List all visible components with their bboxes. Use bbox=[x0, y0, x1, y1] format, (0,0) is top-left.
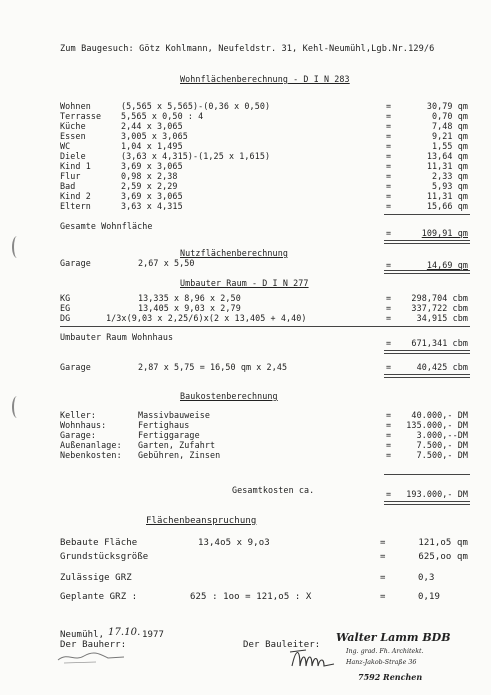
equals-sign: = bbox=[386, 201, 392, 211]
row-value: 9,21 qm bbox=[432, 131, 468, 141]
sum-rule bbox=[384, 214, 470, 215]
total-label-umbauter-raum: Umbauter Raum Wohnhaus bbox=[60, 332, 174, 342]
row-label: Terrasse bbox=[60, 111, 102, 121]
row-label: Kind 1 bbox=[60, 161, 91, 171]
row-calc: 13,335 x 8,96 x 2,50 bbox=[138, 293, 241, 303]
section-title-umbauter-raum: Umbauter Raum - D I N 277 bbox=[180, 278, 309, 288]
double-rule bbox=[384, 501, 470, 505]
row-value: 7.500,- DM bbox=[416, 440, 468, 450]
row-calc: (5,565 x 5,565)-(0,36 x 0,50) bbox=[121, 101, 271, 111]
equals-sign: = bbox=[386, 313, 392, 323]
row-value: 7,48 qm bbox=[432, 121, 468, 131]
row-desc: Garten, Zufahrt bbox=[138, 440, 216, 450]
row-calc: 5,565 x 0,50 : 4 bbox=[121, 111, 204, 121]
row-desc: Gebühren, Zinsen bbox=[138, 450, 221, 460]
row-calc: 3,005 x 3,065 bbox=[121, 131, 188, 141]
row-label: Zulässige GRZ bbox=[60, 573, 132, 583]
row-value: 13,64 qm bbox=[426, 151, 468, 161]
row-label: Eltern bbox=[60, 201, 91, 211]
bauleiter-label: Der Bauleiter: bbox=[243, 640, 321, 650]
section-title-wohnflaeche: Wohnflächenberechnung - D I N 283 bbox=[180, 74, 350, 84]
row-calc: 1,04 x 1,495 bbox=[121, 141, 183, 151]
row-label: Wohnen bbox=[60, 101, 91, 111]
bauherr-signature bbox=[56, 646, 126, 666]
equals-sign: = bbox=[386, 430, 392, 440]
equals-sign: = bbox=[386, 338, 392, 348]
row-value: 11,31 qm bbox=[426, 191, 468, 201]
total-value-kosten: 193.000,- DM bbox=[406, 489, 468, 499]
equals-sign: = bbox=[386, 303, 392, 313]
bauleiter-signature bbox=[288, 644, 336, 674]
double-rule bbox=[384, 374, 470, 378]
section-title-baukosten: Baukostenberechnung bbox=[180, 391, 278, 401]
row-calc: (3,63 x 4,315)-(1,25 x 1,615) bbox=[121, 151, 271, 161]
equals-sign: = bbox=[386, 420, 392, 430]
equals-sign: = bbox=[386, 131, 392, 141]
total-label-kosten: Gesamtkosten ca. bbox=[232, 485, 315, 495]
place-label: Neumühl, bbox=[60, 630, 105, 640]
architect-stamp-city: 7592 Renchen bbox=[358, 672, 423, 682]
total-value-umbauter-raum: 671,341 cbm bbox=[411, 338, 468, 348]
handwritten-date: 17.10. bbox=[108, 627, 141, 638]
equals-sign: = bbox=[386, 101, 392, 111]
row-calc: 1/3x(9,03 x 2,25/6)x(2 x 13,405 + 4,40) bbox=[106, 313, 307, 323]
row-value: 2,33 qm bbox=[432, 171, 468, 181]
equals-sign: = bbox=[386, 362, 392, 372]
row-desc: Fertighaus bbox=[138, 420, 190, 430]
row-calc: 625 : 1oo = 121,o5 : X bbox=[190, 592, 312, 602]
total-label-wohnflaeche: Gesamte Wohnfläche bbox=[60, 221, 153, 231]
row-value: 0,3 bbox=[418, 573, 435, 583]
equals-sign: = bbox=[386, 181, 392, 191]
sum-rule bbox=[384, 474, 470, 475]
row-value: 7.500,- DM bbox=[416, 450, 468, 460]
row-value: 0,70 qm bbox=[432, 111, 468, 121]
sum-rule bbox=[60, 326, 470, 327]
equals-sign: = bbox=[386, 228, 392, 238]
row-label: Grundstücksgröße bbox=[60, 552, 149, 562]
row-label: Essen bbox=[60, 131, 86, 141]
bauherr-label: Der Bauherr: bbox=[60, 640, 127, 650]
row-label: Garage: bbox=[60, 430, 96, 440]
row-label: EG bbox=[60, 303, 71, 313]
architect-stamp-name: Walter Lamm BDB bbox=[336, 631, 451, 644]
row-value: 0,19 bbox=[418, 592, 441, 602]
equals-sign: = bbox=[380, 592, 386, 602]
equals-sign: = bbox=[386, 171, 392, 181]
row-value: 298,704 cbm bbox=[411, 293, 468, 303]
equals-sign: = bbox=[380, 552, 386, 562]
row-calc: 3,69 x 3,065 bbox=[121, 191, 183, 201]
row-value: 5,93 qm bbox=[432, 181, 468, 191]
document-header: Zum Baugesuch: Götz Kohlmann, Neufeldstr. 31, Kehl-Neumühl,Lgb.Nr.129/6 bbox=[60, 44, 435, 54]
year-label: 1977 bbox=[142, 630, 165, 640]
row-calc: 2,87 x 5,75 = 16,50 qm x 2,45 bbox=[138, 362, 288, 372]
row-label: WC bbox=[60, 141, 71, 151]
row-value: 1,55 qm bbox=[432, 141, 468, 151]
total-value-nutzflaeche: 14,69 qm bbox=[426, 260, 468, 270]
punch-hole-mark bbox=[12, 236, 22, 258]
row-value: 15,66 qm bbox=[426, 201, 468, 211]
row-value: 11,31 qm bbox=[426, 161, 468, 171]
row-label: Diele bbox=[60, 151, 86, 161]
row-value: 3.000,--DM bbox=[416, 430, 468, 440]
row-desc: Massivbauweise bbox=[138, 410, 210, 420]
equals-sign: = bbox=[386, 450, 392, 460]
row-desc: Fertiggarage bbox=[138, 430, 200, 440]
row-calc: 3,69 x 3,065 bbox=[121, 161, 183, 171]
row-label: Bad bbox=[60, 181, 76, 191]
row-value: 34,915 cbm bbox=[416, 313, 468, 323]
equals-sign: = bbox=[386, 191, 392, 201]
row-calc: 13,4o5 x 9,o3 bbox=[198, 538, 270, 548]
row-value: 625,oo qm bbox=[418, 552, 468, 562]
double-rule bbox=[384, 350, 470, 354]
row-value: 40,425 cbm bbox=[416, 362, 468, 372]
equals-sign: = bbox=[386, 111, 392, 121]
equals-sign: = bbox=[386, 121, 392, 131]
equals-sign: = bbox=[386, 293, 392, 303]
row-value: 337,722 cbm bbox=[411, 303, 468, 313]
row-label: Garage bbox=[60, 362, 91, 372]
row-label: Flur bbox=[60, 171, 81, 181]
row-calc: 0,98 x 2,38 bbox=[121, 171, 178, 181]
row-label: Kind 2 bbox=[60, 191, 91, 201]
row-calc: 2,67 x 5,50 bbox=[138, 258, 195, 268]
equals-sign: = bbox=[380, 573, 386, 583]
row-label: DG bbox=[60, 313, 71, 323]
section-title-flaechenbeanspruchung: Flächenbeanspruchung bbox=[146, 516, 257, 526]
section-title-nutzflaeche: Nutzflächenberechnung bbox=[180, 248, 288, 258]
row-value: 40.000,- DM bbox=[411, 410, 468, 420]
double-rule bbox=[384, 270, 470, 274]
equals-sign: = bbox=[386, 151, 392, 161]
row-label: Nebenkosten: bbox=[60, 450, 122, 460]
row-label: KG bbox=[60, 293, 71, 303]
row-value: 121,o5 qm bbox=[418, 538, 468, 548]
row-label: Küche bbox=[60, 121, 86, 131]
row-label: Bebaute Fläche bbox=[60, 538, 138, 548]
equals-sign: = bbox=[386, 141, 392, 151]
row-label: Wohnhaus: bbox=[60, 420, 107, 430]
equals-sign: = bbox=[380, 538, 386, 548]
row-label: Geplante GRZ : bbox=[60, 592, 138, 602]
row-calc: 2,59 x 2,29 bbox=[121, 181, 178, 191]
equals-sign: = bbox=[386, 161, 392, 171]
row-calc: 2,44 x 3,065 bbox=[121, 121, 183, 131]
architect-stamp-address: Hanz-Jakob-Straße 36 bbox=[346, 659, 417, 666]
double-rule bbox=[384, 240, 470, 244]
row-value: 30,79 qm bbox=[426, 101, 468, 111]
row-label: Außenanlage: bbox=[60, 440, 122, 450]
row-calc: 13,405 x 9,03 x 2,79 bbox=[138, 303, 241, 313]
architect-stamp-title: Ing. grad. Fh. Architekt. bbox=[346, 648, 424, 655]
row-calc: 3,63 x 4,315 bbox=[121, 201, 183, 211]
equals-sign: = bbox=[386, 489, 392, 499]
row-label: Garage bbox=[60, 258, 91, 268]
row-value: 135.000,- DM bbox=[406, 420, 468, 430]
equals-sign: = bbox=[386, 440, 392, 450]
punch-hole-mark bbox=[12, 396, 22, 418]
equals-sign: = bbox=[386, 410, 392, 420]
equals-sign: = bbox=[386, 260, 392, 270]
total-value-wohnflaeche: 109,91 qm bbox=[421, 228, 468, 238]
row-label: Keller: bbox=[60, 410, 96, 420]
